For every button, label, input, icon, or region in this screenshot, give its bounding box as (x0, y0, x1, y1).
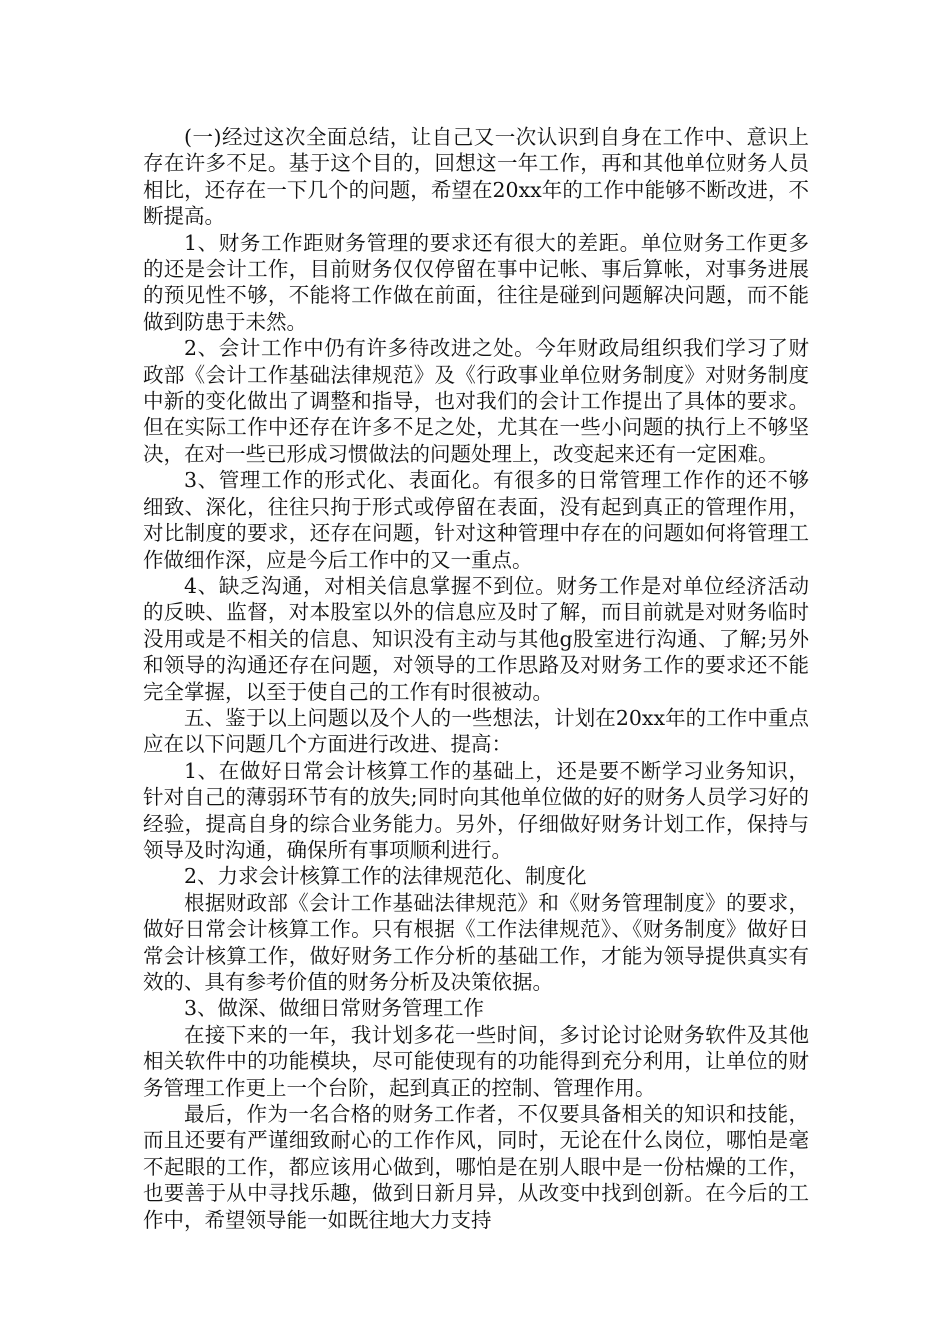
paragraph-issue-4: 4、缺乏沟通，对相关信息掌握不到位。财务工作是对单位经济活动的反映、监督，对本股室以外的信息应及时了解，而目前就是对财务临时没用或是不相关的信息、知识没有主动与其他g股室进行沟通、了解;另外和领导的沟通还存在问题，对领导的工作思路及对财务工作的要求还不能完全掌握，以至于使自己的工作有时很被动。 (143, 573, 809, 704)
paragraph-plan-1: 1、在做好日常会计核算工作的基础上，还是要不断学习业务知识，针对自己的薄弱环节有的放失;同时向其他单位做的好的财务人员学习好的经验，提高自身的综合业务能力。另外，仔细做好财务计划工作，保持与领导及时沟通，确保所有事项顺利进行。 (143, 758, 809, 862)
paragraph-issue-1: 1、财务工作距财务管理的要求还有很大的差距。单位财务工作更多的还是会计工作，目前财务仅仅停留在事中记帐、事后算帐，对事务进展的预见性不够，不能将工作做在前面，往往是碰到问题解决问题，而不能做到防患于未然。 (143, 230, 809, 334)
paragraph-closing: 最后，作为一名合格的财务工作者，不仅要具备相关的知识和技能，而且还要有严谨细致耐心的工作作风，同时，无论在什么岗位，哪怕是毫不起眼的工作，都应该用心做到，哪怕是在别人眼中是一份枯燥的工作，也要善于从中寻找乐趣，做到日新月异，从改变中找到创新。在今后的工作中，希望领导能一如既往地大力支持 (143, 1102, 809, 1232)
document-page (143, 124, 809, 1233)
paragraph-plan-intro: 五、鉴于以上问题以及个人的一些想法，计划在20xx年的工作中重点应在以下问题几个方面进行改进、提高： (143, 705, 809, 757)
paragraph-plan-2-heading: 2、力求会计核算工作的法律规范化、制度化 (184, 864, 587, 889)
paragraph-summary-intro: (一)经过这次全面总结，让自己又一次认识到自身在工作中、意识上存在许多不足。基于这个目的，回想这一年工作，再和其他单位财务人员相比，还存在一下几个的问题，希望在20xx年的工作中能够不断改进，不断提高。 (143, 125, 809, 229)
paragraph-plan-3-heading: 3、做深、做细日常财务管理工作 (184, 996, 485, 1021)
paragraph-plan-2-body: 根据财政部《会计工作基础法律规范》和《财务管理制度》的要求，做好日常会计核算工作。只有根据《工作法律规范》、《财务制度》做好日常会计核算工作，做好财务工作分析的基础工作，才能为领导提供真实有效的、具有参考价值的财务分析及决策依据。 (143, 890, 809, 994)
paragraph-issue-2: 2、会计工作中仍有许多待改进之处。今年财政局组织我们学习了财政部《会计工作基础法律规范》及《行政事业单位财务制度》对财务制度中新的变化做出了调整和指导，也对我们的会计工作提出了具体的要求。但在实际工作中还存在许多不足之处，尤其在一些小问题的执行上不够坚决，在对一些已形成习惯做法的问题处理上，改变起来还有一定困难。 (143, 336, 809, 466)
paragraph-issue-3: 3、管理工作的形式化、表面化。有很多的日常管理工作作的还不够细致、深化，往往只拘于形式或停留在表面，没有起到真正的管理作用，对比制度的要求，还存在问题，针对这种管理中存在的问题如何将管理工作做细作深，应是今后工作中的又一重点。 (143, 468, 809, 572)
paragraph-plan-3-body: 在接下来的一年，我计划多花一些时间，多讨论讨论财务软件及其他相关软件中的功能模块，尽可能使现有的功能得到充分利用，让单位的财务管理工作更上一个台阶，起到真正的控制、管理作用。 (143, 1022, 809, 1100)
